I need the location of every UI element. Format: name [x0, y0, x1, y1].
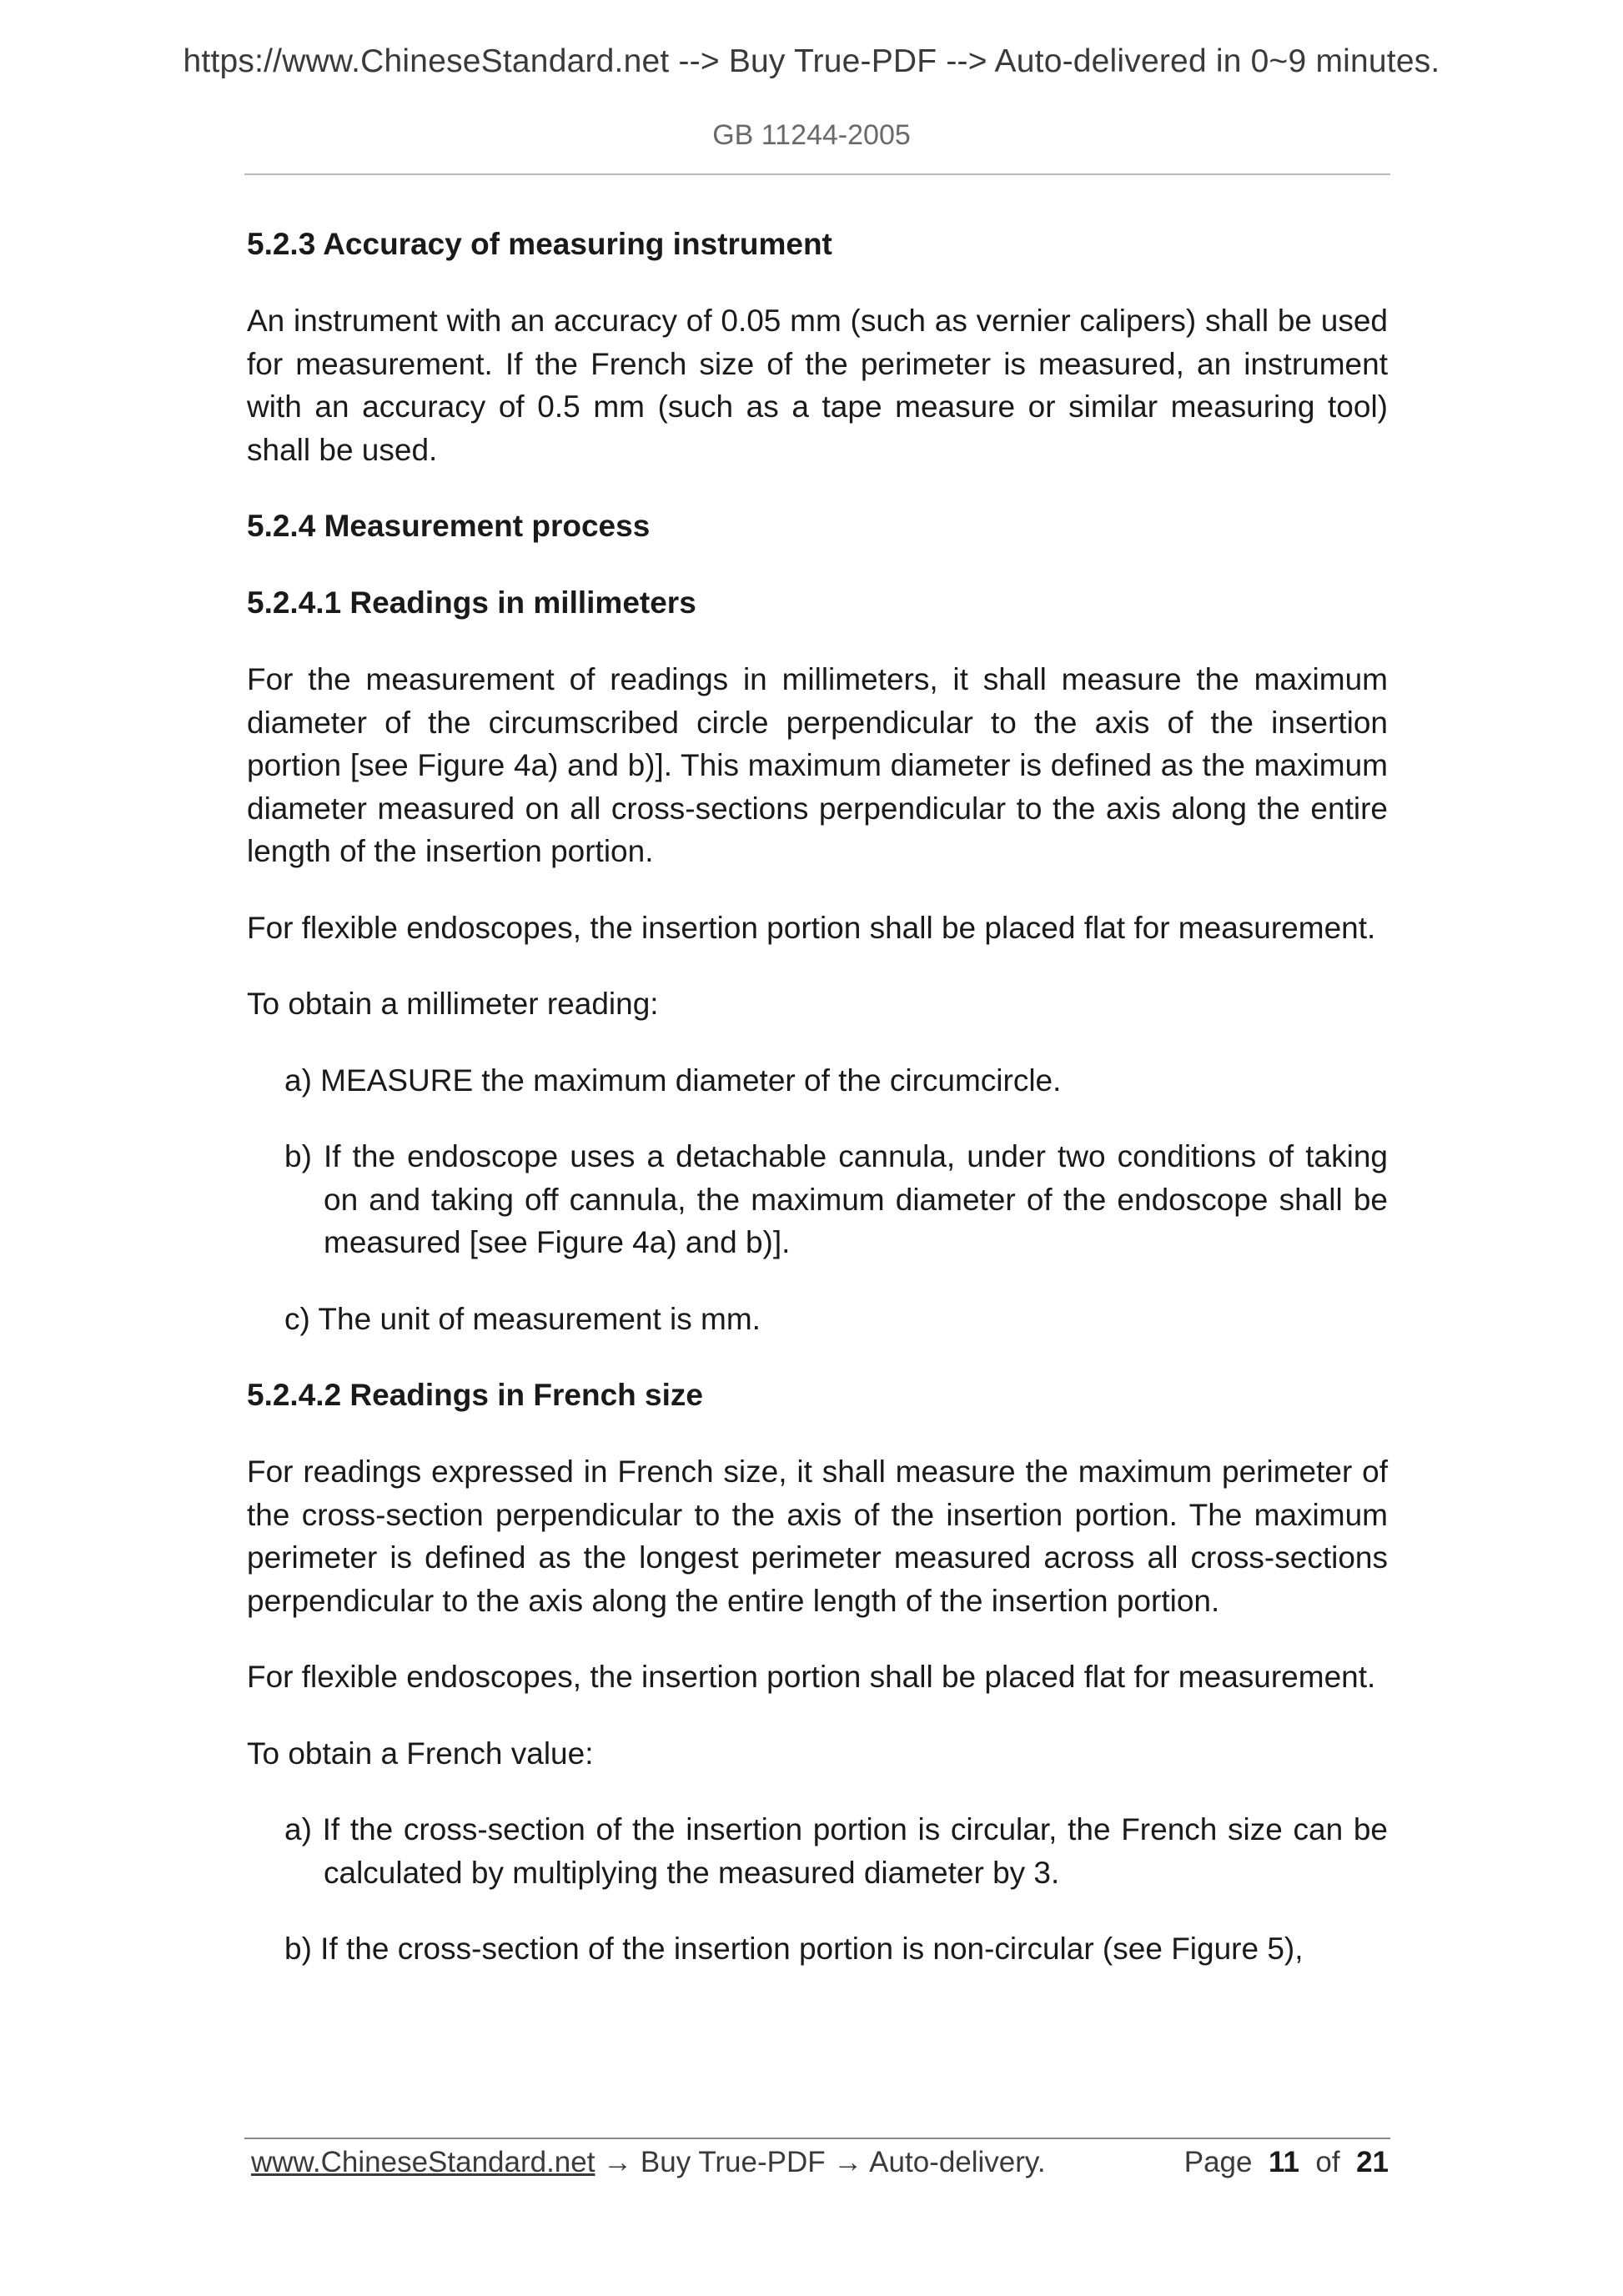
paragraph-mm-intro: To obtain a millimeter reading:	[247, 987, 659, 1021]
paragraph-french-intro: To obtain a French value:	[247, 1736, 594, 1771]
standard-number: GB 11244-2005	[712, 119, 911, 151]
footer-tagline: → Buy True-PDF → Auto-delivery.	[595, 2146, 1046, 2178]
page-label: Page	[1183, 2146, 1253, 2178]
header-banner: https://www.ChineseStandard.net --> Buy True-PDF --> Auto-delivered in 0~9 minutes.	[183, 43, 1440, 79]
list-item-mm-c: c) The unit of measurement is mm.	[284, 1301, 761, 1336]
paragraph-mm-flexible: For flexible endoscopes, the insertion portion shall be placed flat for measurement.	[247, 910, 1376, 945]
page-current: 11	[1268, 2146, 1299, 2178]
footer-divider	[244, 2138, 1390, 2139]
footer-site-link[interactable]: www.ChineseStandard.net	[251, 2146, 595, 2178]
header-divider	[244, 173, 1390, 175]
section-heading-5-2-4-1: 5.2.4.1 Readings in millimeters	[247, 585, 696, 620]
paragraph-mm-definition: For the measurement of readings in millimeters, it shall measure the maximum diameter of the circumscribed circle perpendicular to the axis of the insertion portion [see Figure 4a) and b)]. This maximum diameter is defined as the maximum diameter measured on all cross-sections perpendicular to the axis along the entire length of the insertion portion.	[247, 662, 1388, 868]
paragraph-french-flexible: For flexible endoscopes, the insertion portion shall be placed flat for measurement.	[247, 1660, 1376, 1694]
section-heading-5-2-3: 5.2.3 Accuracy of measuring instrument	[247, 227, 832, 261]
section-heading-5-2-4-2: 5.2.4.2 Readings in French size	[247, 1378, 703, 1412]
page-of-label: of	[1315, 2146, 1340, 2178]
footer-left	[251, 2142, 1046, 2183]
paragraph-french-definition: For readings expressed in French size, it shall measure the maximum perimeter of the cross-section perpendicular to the axis of the insertion portion. The maximum perimeter is defined as the longest perimeter measured across all cross-sections perpendicular to the axis along the entire length of the insertion portion.	[247, 1454, 1388, 1618]
list-item-french-a: a) If the cross-section of the insertion portion is circular, the French size can be calculated by multiplying the measured diameter by 3.	[284, 1812, 1388, 1890]
document-body	[247, 223, 1388, 2004]
section-heading-5-2-4: 5.2.4 Measurement process	[247, 509, 651, 543]
paragraph-accuracy: An instrument with an accuracy of 0.05 mm (such as vernier calipers) shall be used for measurement. If the French size of the perimeter is measured, an instrument with an accuracy of 0.5 mm (such as a tape measure or similar measuring tool) shall be used.	[247, 304, 1388, 467]
list-item-mm-b: b) If the endoscope uses a detachable cannula, under two conditions of taking on and taking off cannula, the maximum diameter of the endoscope shall be measured [see Figure 4a) and b)].	[284, 1139, 1388, 1259]
page-number	[1184, 2142, 1389, 2183]
list-item-french-b: b) If the cross-section of the insertion portion is non-circular (see Figure 5),	[284, 1932, 1304, 1966]
page-total: 21	[1356, 2146, 1389, 2178]
list-item-mm-a: a) MEASURE the maximum diameter of the circumcircle.	[284, 1063, 1062, 1098]
